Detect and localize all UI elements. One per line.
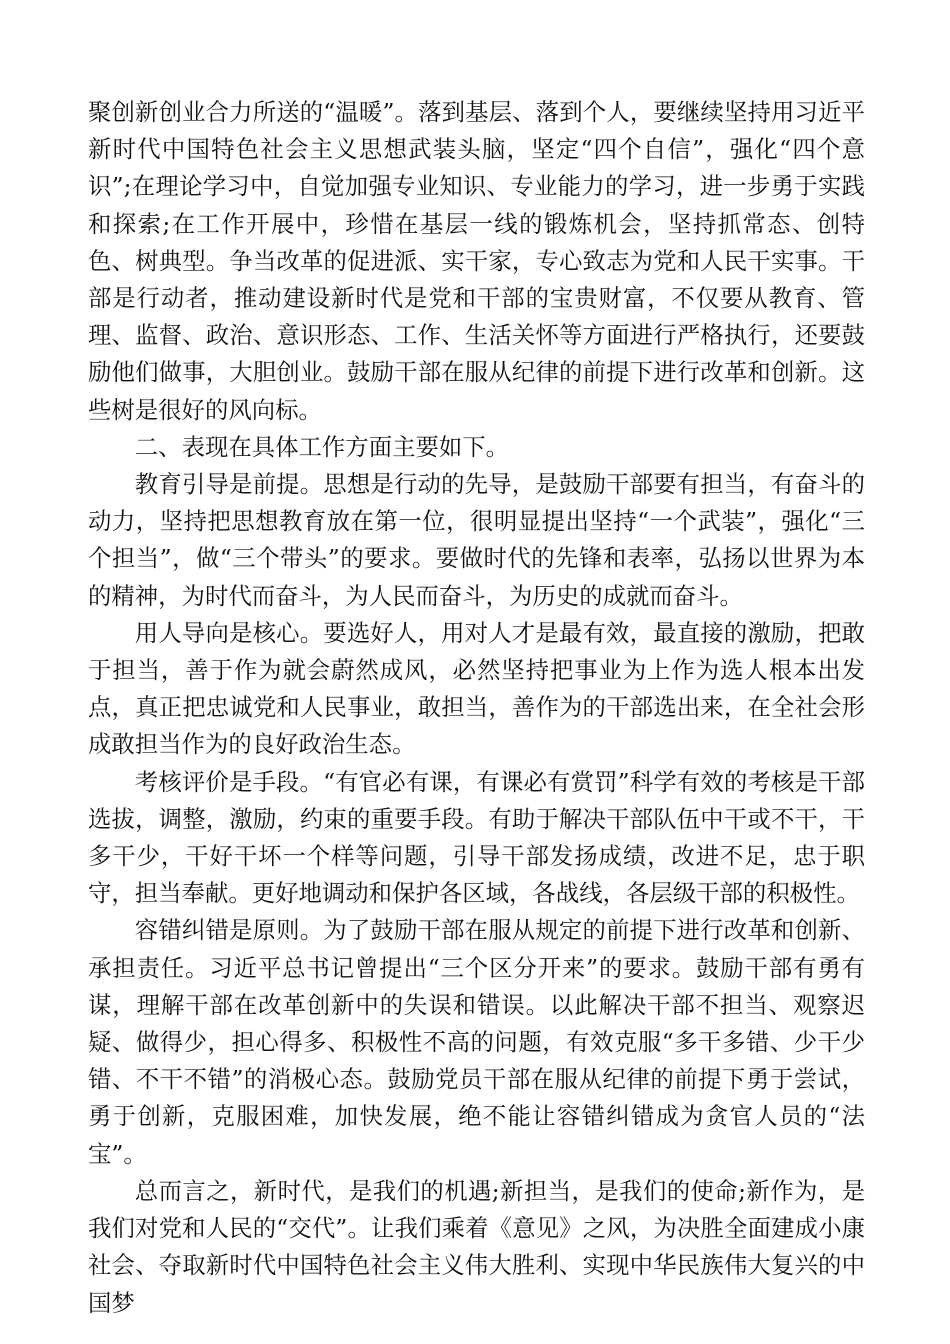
paragraph-1: 聚创新创业合力所送的“温暖”。落到基层、落到个人，要继续坚持用习近平新时代中国特色社会主义思想武装头脑，坚定“四个自信”，强化“四个意识”;在理论学习中，自觉加强专业知识、专业能力的学习，进一步勇于实践和探索;在工作开展中，珍惜在基层一线的锻炼机会，坚持抓常态、创特色、树典型。争当改革的促进派、实干家，专心致志为党和人民干实事。干部是行动者，推动建设新时代是党和干部的宝贵财富，不仅要从教育、管理、监督、政治、意识形态、工作、生活关怀等方面进行严格执行，还要鼓励他们做事，大胆创业。鼓励干部在服从纪律的前提下进行改革和创新。这些树是很好的风向标。 (88, 98, 865, 424)
paragraph-error-tolerance: 容错纠错是原则。为了鼓励干部在服从规定的前提下进行改革和创新、承担责任。习近平总书记曾提出“三个区分开来”的要求。鼓励干部有勇有谋，理解干部在改革创新中的失误和错误。以此解决干部不担当、观察迟疑、做得少，担心得多、积极性不高的问题，有效克服“多干多错、少干少错、不干不错”的消极心态。鼓励党员干部在服从纪律的前提下勇于尝试，勇于创新，克服困难，加快发展，绝不能让容错纠错成为贪官人员的“法宝”。 (88, 916, 865, 1168)
document-page (88, 94, 865, 1322)
paragraph-assessment: 考核评价是手段。“有官必有课，有课必有赏罚”科学有效的考核是干部选拔，调整，激励，约束的重要手段。有助于解决干部队伍中干或不干，干多干少，干好干坏一个样等问题，引导干部发扬成绩，改进不足，忠于职守，担当奉献。更好地调动和保护各区域，各战线，各层级干部的积极性。 (88, 767, 865, 908)
paragraph-personnel: 用人导向是核心。要选好人，用对人才是最有效，最直接的激励，把敢于担当，善于作为就会蔚然成风，必然坚持把事业为上作为选人根本出发点，真正把忠诚党和人民事业，敢担当，善作为的干部选出来，在全社会形成敢担当作为的良好政治生态。 (88, 618, 865, 759)
paragraph-conclusion: 总而言之，新时代，是我们的机遇;新担当，是我们的使命;新作为，是我们对党和人民的“交代”。让我们乘着《意见》之风，为决胜全面建成小康社会、夺取新时代中国特色社会主义伟大胜利、实现中华民族伟大复兴的中国梦 (88, 1176, 865, 1317)
paragraph-education: 教育引导是前提。思想是行动的先导，是鼓励干部要有担当，有奋斗的动力，坚持把思想教育放在第一位，很明显提出坚持“一个武装”，强化“三个担当”，做“三个带头”的要求。要做时代的先锋和表率，弘扬以世界为本的精神，为时代而奋斗，为人民而奋斗，为历史的成就而奋斗。 (88, 470, 865, 610)
section-heading-2: 二、表现在具体工作方面主要如下。 (134, 432, 510, 461)
